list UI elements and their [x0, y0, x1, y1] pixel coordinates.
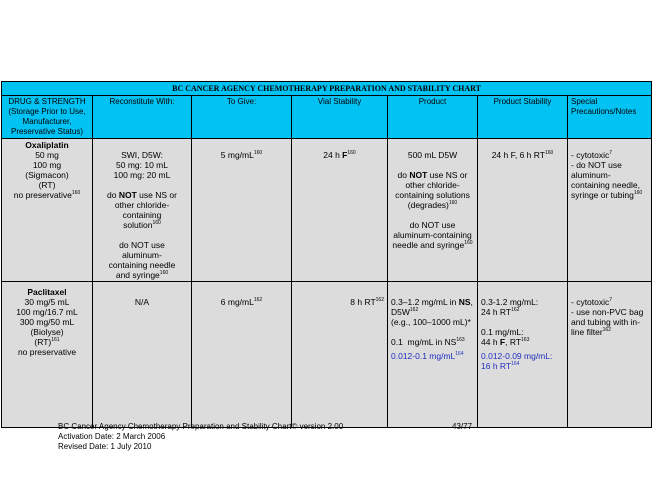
footer-revised-date: Revised Date: 1 July 2010: [58, 442, 152, 451]
to-give-cell: 6 $mg/mL^{162}$: [192, 282, 292, 428]
header-drug-strength: DRUG & STRENGTH (Storage Prior to Use, Manufacturer, Preservative Status): [2, 96, 93, 139]
header-product-stability: Product Stability: [478, 96, 568, 139]
header-product: Product: [388, 96, 478, 139]
notes-cell: - cytotoxic$^7$ - do NOT use aluminum- containing needle, syringe or tubing$^{160}$: [568, 139, 652, 282]
reconstitute-cell: SWI, D5W: 50 mg: 10 mL 100 mg: 20 mL do NOT use NS or other chloride- containing solution$^{160}$ do NOT use aluminum- containing needle and syringe$^{160}$: [93, 139, 192, 282]
header-special-precautions: Special Precautions/Notes: [568, 96, 652, 139]
vial-stability-cell: 24 h $F^{160}$: [292, 139, 388, 282]
to-give-cell: 5 $mg/mL^{160}$: [192, 139, 292, 282]
header-to-give: To Give:: [192, 96, 292, 139]
table-row: [2, 139, 652, 282]
footer-chart-version: BC Cancer Agency Chemotherapy Preparation and Stability Chart© version 2.00: [58, 422, 344, 431]
reconstitute-cell: N/A: [93, 282, 192, 428]
table-row: [2, 282, 652, 428]
drug-name: Oxaliplatin: [25, 140, 69, 150]
drug-cell: Paclitaxel 30 mg/5 mL 100 mg/16.7 mL 300 mg/50 mL (Biolyse) (RT)$^{161}$ no preservative: [2, 282, 93, 428]
chart-title: BC CANCER AGENCY CHEMOTHERAPY PREPARATION AND STABILITY CHART: [2, 82, 652, 96]
header-reconstitute: Reconstitute With:: [93, 96, 192, 139]
page-number: 43/77: [452, 422, 473, 431]
vial-stability-cell: 8 h RT$^{162}$: [292, 282, 388, 428]
notes-cell: - cytotoxic$^7$ - use non-PVC bag and tubing with in- line filter$^{162}$: [568, 282, 652, 428]
product-cell: 0.3–1.2 mg/mL in NS, $D5W^{162}$ (e.g., 100–1000 mL)* 0.1 mg/mL in NS$^{163}$ 0.012-0.1 $mg/mL^{164}$: [388, 282, 478, 428]
column-header-row: [2, 96, 652, 139]
header-vial-stability: Vial Stability: [292, 96, 388, 139]
stability-chart-table: [1, 81, 652, 428]
footer-activation-date: Activation Date: 2 March 2006: [58, 432, 166, 441]
product-stability-cell: 24 h F, 6 h RT$^{160}$: [478, 139, 568, 282]
chart-title-row: [2, 82, 652, 96]
drug-name: Paclitaxel: [27, 287, 67, 297]
page-footer: [58, 422, 343, 452]
reference-superscript: 160: [71, 190, 81, 196]
drug-cell: Oxaliplatin 50 mg 100 mg (Sigmacon) (RT) no preservative$^{160}$: [2, 139, 93, 282]
product-stability-cell: 0.3-1.2 mg/mL: 24 h RT$^{162}$ 0.1 mg/mL: 44 h F, RT$^{163}$ 0.012-0.09 mg/mL: 16 h RT$^{164}$: [478, 282, 568, 428]
product-cell: 500 mL D5W do NOT use NS or other chloride- containing solutions (degrades)$^{160}$ do NOT use aluminum-containing needle and syringe$^{160}$: [388, 139, 478, 282]
